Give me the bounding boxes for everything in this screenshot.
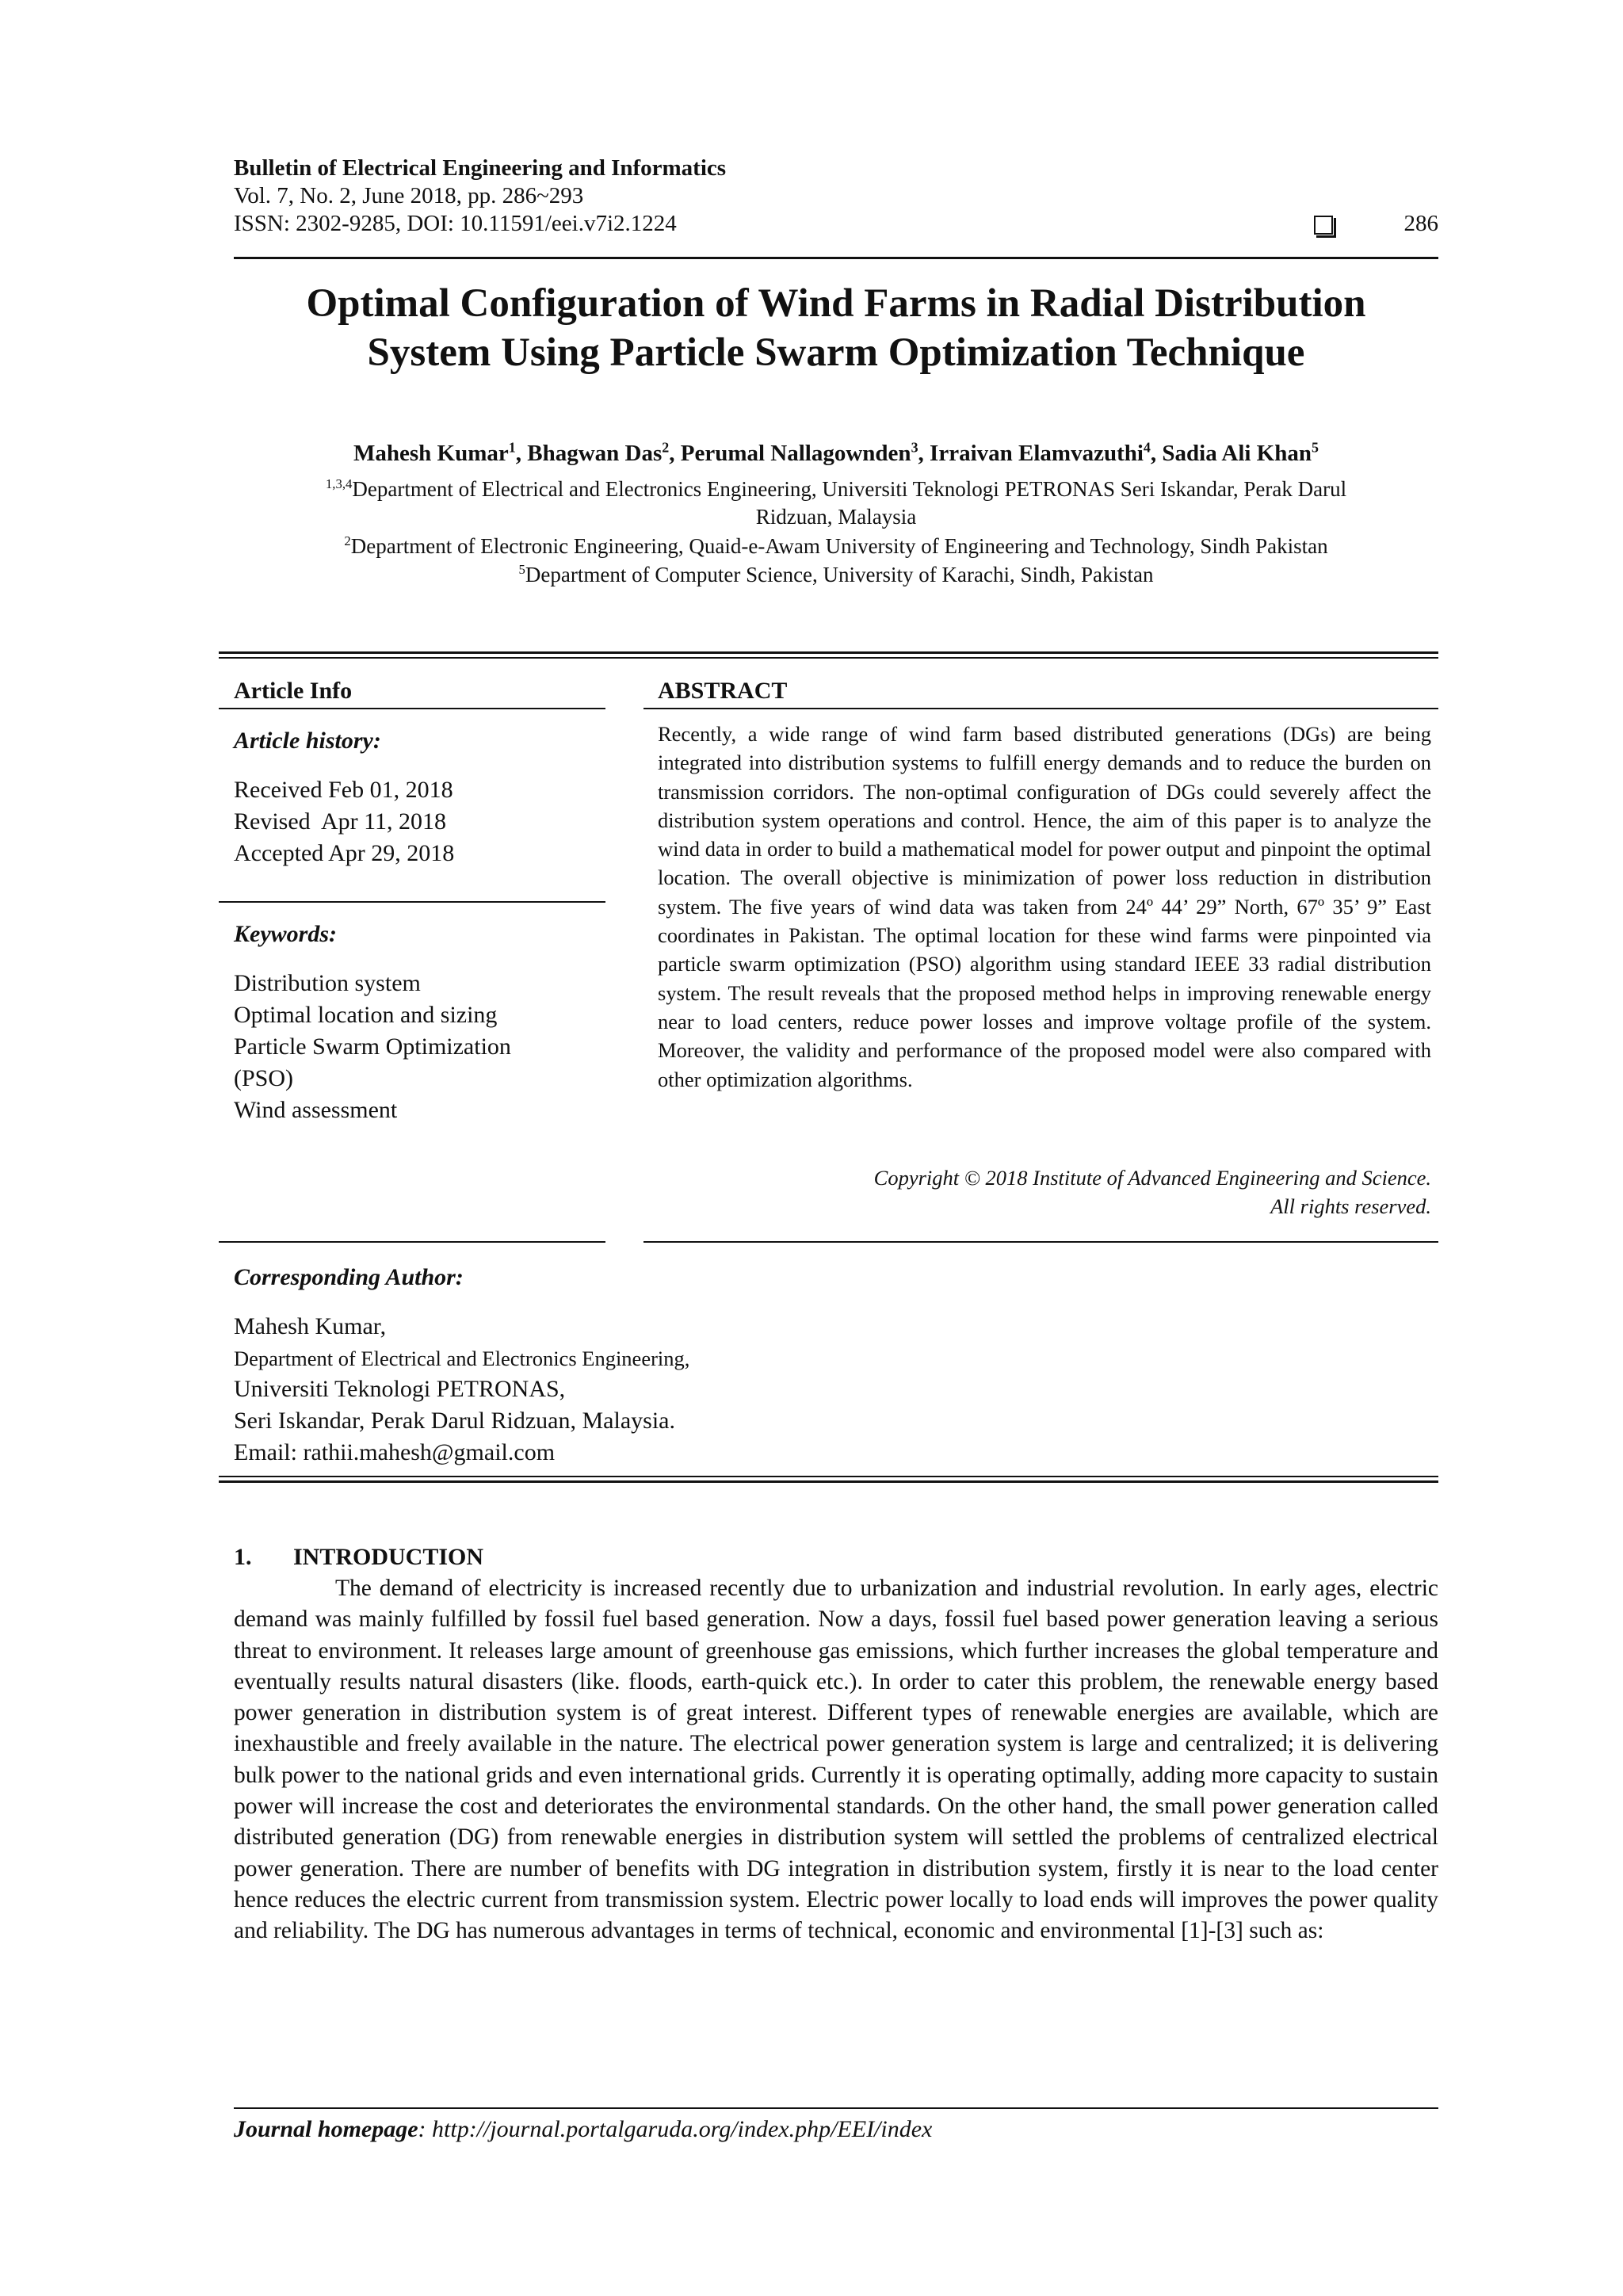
section-number: 1. bbox=[234, 1544, 252, 1570]
footer-rule bbox=[234, 2107, 1438, 2109]
keyword: Distribution system bbox=[234, 970, 421, 996]
corresponding-email: Email: rathii.mahesh@gmail.com bbox=[234, 1439, 556, 1465]
history-rule bbox=[219, 901, 605, 903]
abstract-heading: ABSTRACT bbox=[658, 678, 788, 704]
affiliation-sup: 5 bbox=[518, 562, 525, 577]
affiliation-sup: 1,3,4 bbox=[325, 476, 353, 491]
journal-name: Bulletin of Electrical Engineering and Informatics bbox=[234, 155, 727, 181]
received-date: Received Feb 01, 2018 bbox=[234, 777, 453, 803]
affiliation-text: Department of Computer Science, University of Karachi, Sindh, Pakistan bbox=[525, 563, 1154, 586]
author-list: Mahesh Kumar$^1$, Bhagwan Das$^2$, Perumal Nallagownden$^3$, Irraivan Elamvazuthi$^4$, Sadia Ali Khan$^5$ bbox=[353, 439, 1319, 466]
keyword: Particle Swarm Optimization bbox=[234, 1033, 511, 1060]
abstract-text: Recently, a wide range of wind farm based distributed generations (DGs) are being integrated into distribution systems to fulfill energy demands and to reduce the burden on transmission corridors. The non-optimal configuration of DGs could severely affect the distribution system operations and control. Hence, the aim of this paper is to analyze the wind data in order to build a mathematical model for power output and pinpoint the optimal location. The overall objective is minimization of power loss reduction in distribution system. The five years of wind data was taken from 24º 44’ 29” North, 67º 35’ 9” East coordinates in Pakistan. The optimal location for these wind farms were pinpointed via particle swarm optimization (PSO) algorithm using standard IEEE 33 radial distribution system. The result reveals that the proposed method helps in improving renewable energy near to load centers, reduce power losses and improve voltage profile of the system. Moreover, the validity and performance of the proposed model were also compared with other optimization algorithms. bbox=[658, 722, 1431, 1091]
introduction-text: The demand of electricity is increased recently due to urbanization and industrial revolution. In early ages, electric demand was mainly fulfilled by fossil fuel based generation. Now a days, fossil fuel based power generation leaving a serious threat to environment. It releases large amount of greenhouse gas emissions, which further increases the global temperature and eventually results natural disasters (like. floods, earth-quick etc.). In order to cater this problem, the renewable energy based power generation in distribution system is of great interest. Different types of renewable energies are available, which are inexhaustible and freely available in the nature. The electrical power generation system is large and centralized; it is delivering bulk power to the national grids and even international grids. Currently it is operating optimally, adding more capacity to sustain power will increase the cost and deteriorates the environmental standards. On the other hand, the small power generation called distributed generation (DG) from renewable energies in distribution system will settled the problems of centralized electrical power generation. There are number of benefits with DG integration in distribution system, firstly it is near to the load center hence reduces the electric current from transmission system. Electric power locally to load ends will improves the power quality and reliability. The DG has numerous advantages in terms of technical, economic and environmental [1]-[3] such as: bbox=[234, 1576, 1438, 1944]
corresponding-address: Seri Iskandar, Perak Darul Ridzuan, Malaysia. bbox=[234, 1408, 675, 1434]
corresponding-name: Mahesh Kumar, bbox=[234, 1313, 387, 1339]
journal-issn: ISSN: 2302-9285, DOI: 10.11591/eei.v7i2.1224 bbox=[234, 211, 677, 236]
keyword: Optimal location and sizing bbox=[234, 1002, 498, 1028]
article-history-heading: Article history: bbox=[234, 728, 381, 754]
info-top-rule-thin bbox=[219, 657, 1438, 659]
info-top-rule bbox=[219, 651, 1438, 654]
author-sup: 4 bbox=[1143, 439, 1151, 456]
checkbox-glyph-icon bbox=[1314, 216, 1333, 235]
corresponding-dept: Department of Electrical and Electronics Engineering, bbox=[234, 1347, 690, 1370]
paper-title bbox=[234, 279, 1438, 377]
info-bottom-rule bbox=[219, 1480, 1438, 1483]
affiliation-2 bbox=[234, 533, 1438, 560]
journal-volume: Vol. 7, No. 2, June 2018, pp. 286~293 bbox=[234, 183, 584, 208]
author-sup: 2 bbox=[662, 439, 670, 456]
author-sup: 5 bbox=[1312, 439, 1319, 456]
affiliation-text: Department of Electrical and Electronics Engineering, Universiti Teknologi PETRONAS Seri Iskandar, Perak Darul bbox=[352, 477, 1347, 501]
author-name: Perumal Nallagownden bbox=[680, 441, 911, 466]
affiliation-text: Ridzuan, Malaysia bbox=[755, 505, 917, 529]
header-rule bbox=[234, 257, 1438, 259]
abstract-rule bbox=[643, 708, 1438, 709]
affiliation-text: Department of Electronic Engineering, Quaid-e-Awam University of Engineering and Technology, Sindh Pakistan bbox=[350, 534, 1328, 558]
copyright-line-2: All rights reserved. bbox=[1270, 1194, 1431, 1218]
copyright-line-1: Copyright © 2018 Institute of Advanced Engineering and Science. bbox=[873, 1166, 1431, 1190]
author-name: Mahesh Kumar bbox=[353, 441, 509, 466]
accepted-date: Accepted Apr 29, 2018 bbox=[234, 840, 455, 866]
revised-date: Revised Apr 11, 2018 bbox=[234, 808, 447, 835]
author-name: Sadia Ali Khan bbox=[1162, 441, 1312, 466]
author-sup: 3 bbox=[911, 439, 918, 456]
introduction-heading bbox=[234, 1544, 483, 1571]
keyword: (PSO) bbox=[234, 1065, 294, 1091]
keywords-rule bbox=[219, 1241, 605, 1243]
journal-homepage bbox=[234, 2116, 932, 2143]
author-sup: 1 bbox=[508, 439, 516, 456]
homepage-url: : http://journal.portalgaruda.org/index.php/EEI/index bbox=[418, 2116, 933, 2142]
page-number: 286 bbox=[1403, 211, 1438, 236]
article-info-heading: Article Info bbox=[234, 678, 353, 704]
article-info-rule bbox=[219, 708, 605, 709]
author-name: Bhagwan Das bbox=[527, 441, 663, 466]
affiliation-3 bbox=[234, 561, 1438, 589]
info-bottom-rule-thin bbox=[219, 1476, 1438, 1477]
author-name: Irraivan Elamvazuthi bbox=[930, 441, 1144, 466]
keyword: Wind assessment bbox=[234, 1097, 398, 1123]
abstract-bottom-rule bbox=[643, 1241, 1438, 1243]
affiliation-1 bbox=[234, 476, 1438, 531]
section-title: INTRODUCTION bbox=[293, 1544, 484, 1570]
copyright-notice bbox=[658, 1163, 1431, 1221]
affiliation-sup: 2 bbox=[344, 533, 351, 548]
title-line-1: Optimal Configuration of Wind Farms in Radial Distribution bbox=[306, 281, 1366, 326]
corresponding-heading: Corresponding Author: bbox=[234, 1264, 464, 1290]
corresponding-univ: Universiti Teknologi PETRONAS, bbox=[234, 1376, 566, 1402]
homepage-label: Journal homepage bbox=[234, 2116, 418, 2142]
title-line-2: System Using Particle Swarm Optimization Technique bbox=[367, 330, 1305, 375]
keywords-list bbox=[234, 968, 511, 1126]
keywords-heading: Keywords: bbox=[234, 921, 337, 947]
